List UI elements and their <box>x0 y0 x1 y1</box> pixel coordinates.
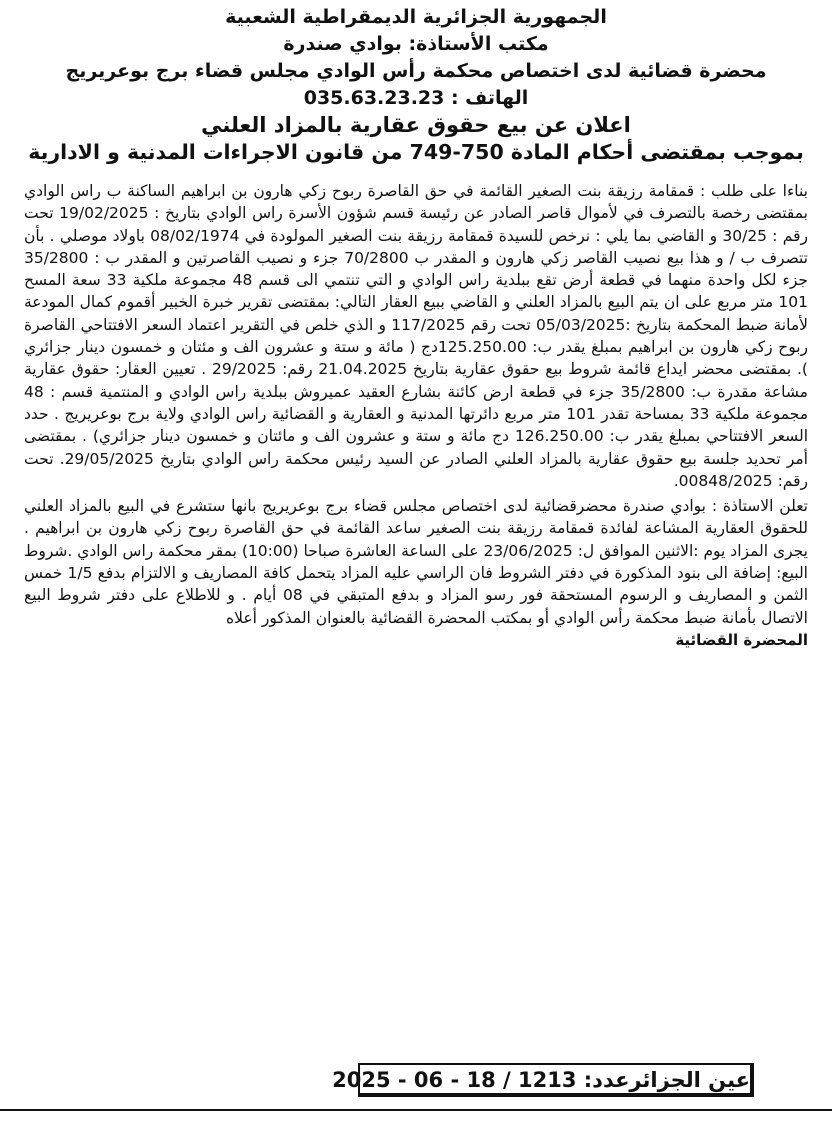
signature: المحضرة القضائية <box>675 630 808 649</box>
legal-basis: بموجب بمقتضى أحكام المادة 750-749 من قانون الاجراءات المدنية و الادارية <box>28 140 804 164</box>
request-paragraph: بناءا على طلب : قمقامة رزيقة بنت الصغير القائمة في حق القاصرة ربوح زكي هارون بن ابراهيم الساكنة ب راس الوادي بمقتضى رخصة بالتصرف في لأموال قاصر الصادر عن رئيسة قسم شؤون الأسرة راس الوادي بتاريخ : 19/02/2025 تحت رقم : 30/25 و القاضي بما يلي : نرخص للسيدة قمقامة رزيقة بنت الصغير المولودة في 08/02/1974 باولاد موصلي . بأن تتصرف ب / و هذا بيع نصيب القاصر زكي هارون و المقدر ب 70/2800 جزء و نصيب القاصرتين و المقدر ب : 35/2800 جزء لكل واحدة منهما في قطعة أرض تقع ببلدية راس الوادي و التي تنتمي الى قسم 48 مجموعة ملكية 33 سعة المسح 101 متر مربع على ان يتم البيع بالمزاد العلني و القاضي ببيع العقار التالي: بمقتضى تقرير خبرة الخبير أقموم كمال المودعة لأمانة ضبط المحكمة بتاريخ :05/03/2025 تحت رقم 117/2025 و الذي خلص في التقرير اعتماد السعر الافتتاحي القاصرة ربوح زكي هارون بن ابراهيم بمبلغ يقدر ب: 125.250.00دج ( مائة و ستة و عشرون الف و مئتان و خمسون دينار جزائري ). بمقتضى محضر ايداع قائمة شروط بيع حقوق عقارية بتاريخ 21.04.2025 رقم: 29/2025 . تعيين العقار: حقوق عقارية مشاعة مقدرة ب: 35/2800 جزء في قطعة ارض كائنة بشارع العقيد عميروش ببلدية راس الوادي و المنتمية قسم : 48 مجموعة ملكية 33 بمساحة تقدر 101 متر مربع دائرتها المدنية و العقارية و القضائية راس الوادي ولاية برج بوعريريج . حدد السعر الافتتاحي بمبلغ يقدر ب: 126.250.00 دج مائة و ستة و عشرون الف و مائتان و خمسون دينار جزائري) . بمقتضى أمر تحديد جلسة بيع حقوق عقارية بالمزاد العلني الصادر عن السيد رئيس محكمة راس الوادي بتاريخ 29/05/2025. تحت رقم: 00848/2025. <box>24 182 809 490</box>
office-name: مكتب الأستاذة: بوادي صندرة <box>283 33 549 55</box>
republic-title: الجمهورية الجزائرية الديمقراطية الشعبية <box>225 6 607 28</box>
footer-divider <box>0 1109 832 1111</box>
bailiff-jurisdiction: محضرة قضائية لدى اختصاص محكمة رأس الوادي مجلس قضاء برج بوعريريج <box>65 60 767 82</box>
announcement-body <box>20 180 812 629</box>
publication-reference-box: عين الجزائرعدد: 1213 / 18 - 06 - 2025 <box>358 1063 754 1097</box>
announcement-header <box>20 0 812 166</box>
auction-notice-paragraph: تعلن الاستاذة : بوادي صندرة محضرقضائية لدى اختصاص مجلس قضاء برج بوعريريج بانها ستشرع في البيع بالمزاد العلني للحقوق العقارية المشاعة لفائدة قمقامة رزيقة بنت الصغير ساعد القائمة في حق القاصرة ربوح زكي هارون بن ابراهيم . يجرى المزاد يوم :الاثنين الموافق ل: 23/06/2025 على الساعة العاشرة صباحا (10:00) بمقر محكمة راس الوادي .شروط البيع: إضافة الى بنود المذكورة في دفتر الشروط فان الراسي عليه المزاد يتحمل كافة المصاريف و الالتزام بدفع 1/5 خمس الثمن و المصاريف و الرسوم المستحقة فور رسو المزاد و بدفع المتبقي في 08 أيام . و للاطلاع على دفتر شروط البيع الاتصال بأمانة ضبط محكمة رأس الوادي أو بمكتب المحضرة القضائية بالعنوان المذكور أعلاه <box>24 497 808 627</box>
announcement-title: اعلان عن بيع حقوق عقارية بالمزاد العلني <box>201 113 631 137</box>
phone-number: الهاتف : 035.63.23.23 <box>303 87 529 109</box>
